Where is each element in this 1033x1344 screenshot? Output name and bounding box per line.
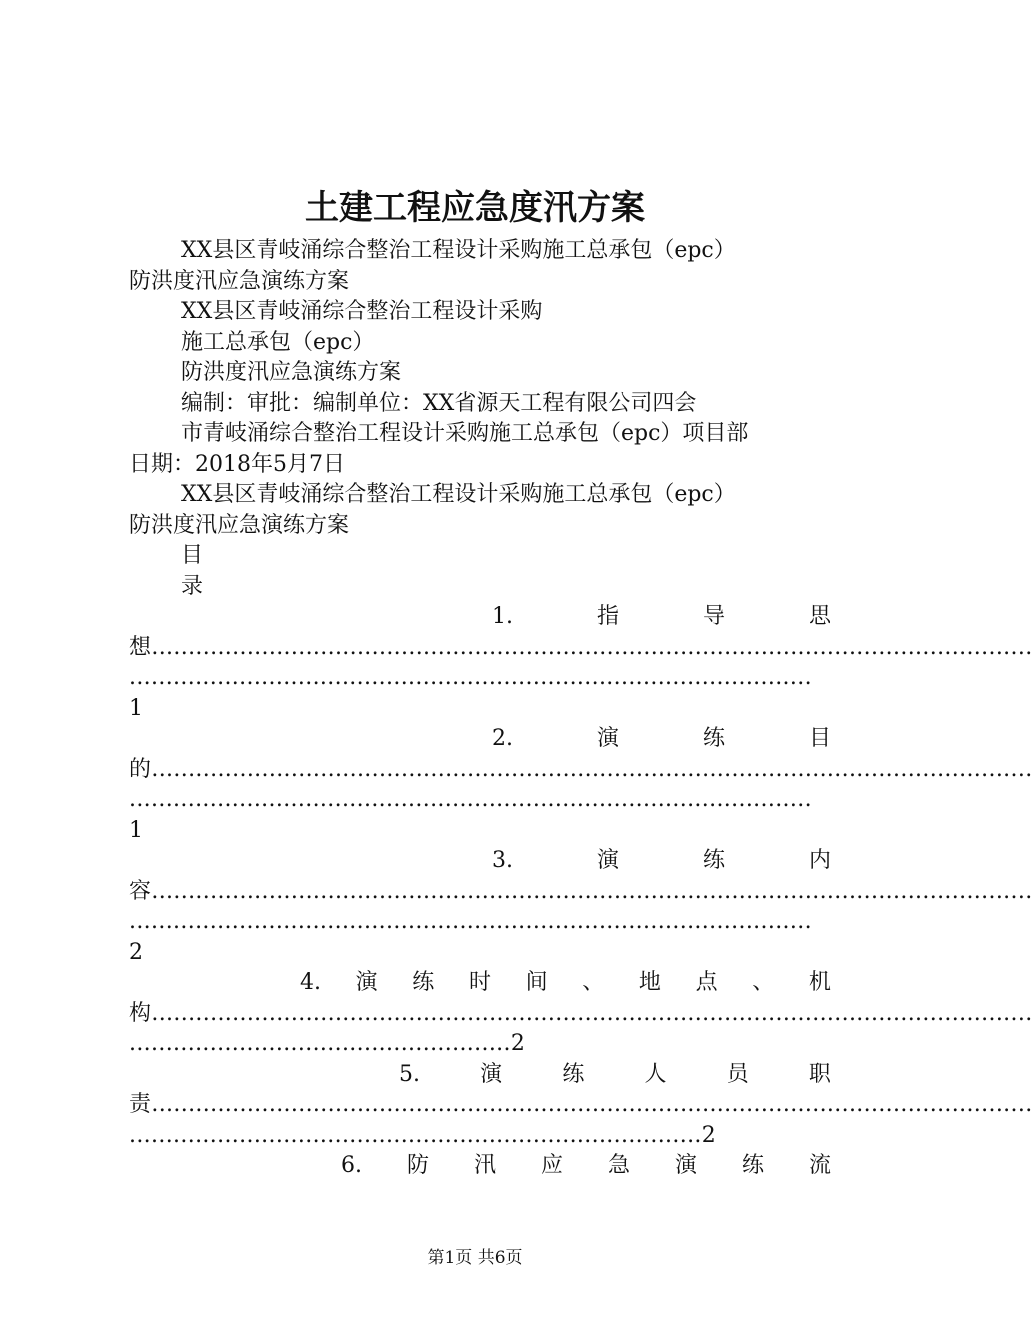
toc-heading-char: 目	[808, 726, 831, 751]
toc-entry-heading	[129, 968, 831, 999]
paragraph: 防洪度汛应急演练方案	[129, 512, 350, 538]
toc-heading-char: 练	[702, 848, 725, 873]
toc-leader-line: 构........................................................................................................................	[129, 1000, 1033, 1026]
paragraph: 日期：2018年5月7日	[129, 451, 345, 477]
toc-heading-char: 练	[741, 1153, 764, 1178]
toc-heading-char: 演	[596, 848, 619, 873]
toc-page-number: 1	[129, 695, 143, 721]
toc-heading-char: 急	[607, 1153, 630, 1178]
toc-heading-char: 3.	[492, 848, 513, 873]
toc-leader-line: .............................................................................................	[129, 665, 812, 690]
paragraph: 录	[181, 573, 204, 599]
toc-entry	[129, 602, 1033, 724]
toc-heading-char: 指	[596, 604, 619, 629]
toc-heading-char: 汛	[473, 1153, 496, 1178]
toc-heading-char: 点	[695, 970, 718, 995]
toc-entry	[129, 724, 1033, 846]
toc-leader-line: .............................................................................................	[129, 787, 812, 812]
paragraph-list	[129, 236, 831, 602]
paragraph: XX县区青岐涌综合整治工程设计采购施工总承包（epc）	[181, 238, 736, 263]
toc-page-line	[129, 694, 831, 725]
toc-heading-char: 思	[808, 604, 831, 629]
toc-heading-char: 人	[644, 1061, 667, 1087]
document-body	[129, 236, 1033, 1182]
toc-heading-char: 练	[562, 1061, 585, 1087]
toc-page-number: 2	[129, 939, 143, 965]
toc-entry-tail: 责	[129, 1092, 152, 1117]
toc-leader-line: ....................................................2	[129, 1031, 526, 1056]
toc-leader-line: ..............................................................................2	[129, 1122, 717, 1148]
toc-entry-heading	[129, 1151, 831, 1182]
toc-leader-line: 责........................................................................................................................	[129, 1092, 1033, 1117]
toc-heading-char: 1.	[492, 604, 513, 629]
toc-heading-char: 演	[480, 1061, 503, 1087]
toc-heading-char: 导	[702, 604, 725, 629]
toc-heading-char: 演	[674, 1153, 697, 1178]
toc-entry-tail: 想	[129, 634, 152, 660]
paragraph: 编制：审批：编制单位：XX省源天工程有限公司四会	[181, 390, 697, 416]
document-title: 土建工程应急度汛方案	[305, 188, 645, 228]
toc-heading-char: 5.	[399, 1061, 420, 1087]
toc-leader-line: 想........................................................................................................................	[129, 634, 1033, 660]
toc-heading-char: 练	[412, 970, 435, 995]
toc-leader-line: 的........................................................................................................................	[129, 756, 1033, 782]
toc-heading-char: 职	[808, 1061, 831, 1087]
toc-heading-char: 地	[638, 970, 661, 995]
toc-heading-char: 、	[582, 970, 605, 995]
toc-heading-char: 时	[468, 970, 491, 995]
toc-entry	[129, 968, 1033, 1060]
toc-heading-char: 6.	[341, 1153, 362, 1178]
paragraph: 市青岐涌综合整治工程设计采购施工总承包（epc）项目部	[181, 421, 749, 446]
toc-leader-line: 容........................................................................................................................	[129, 878, 1033, 904]
toc-heading-char: 间	[525, 970, 548, 995]
paragraph: XX县区青岐涌综合整治工程设计采购	[181, 299, 543, 324]
toc-entry	[129, 1151, 831, 1182]
toc-heading-char: 防	[406, 1153, 429, 1178]
toc-leader-line: .............................................................................................	[129, 909, 812, 934]
toc-heading-char: 练	[702, 726, 725, 751]
toc-page-line	[129, 938, 831, 969]
toc-page-line	[129, 816, 831, 847]
toc-entry-tail: 容	[129, 878, 152, 904]
toc-heading-char: 员	[726, 1061, 749, 1087]
toc-heading-char: 2.	[492, 726, 513, 751]
paragraph: XX县区青岐涌综合整治工程设计采购施工总承包（epc）	[181, 482, 736, 507]
toc-entry-heading	[129, 1060, 831, 1091]
toc-heading-char: 演	[596, 726, 619, 751]
toc-heading-char: 演	[355, 970, 378, 995]
table-of-contents	[129, 602, 1033, 1182]
toc-entry	[129, 846, 1033, 968]
toc-entry	[129, 1060, 1033, 1152]
toc-heading-char: 内	[808, 848, 831, 873]
toc-entry-tail: 的	[129, 756, 152, 782]
toc-entry-tail: 构	[129, 1000, 152, 1026]
paragraph: 防洪度汛应急演练方案	[181, 360, 402, 385]
paragraph: 目	[181, 543, 204, 568]
toc-heading-char: 机	[808, 970, 831, 995]
toc-page-number: 2	[510, 1031, 526, 1056]
page-footer: 第1页 共6页	[427, 1248, 523, 1268]
paragraph: 防洪度汛应急演练方案	[129, 268, 350, 294]
toc-page-number: 2	[701, 1122, 717, 1148]
toc-heading-char: 流	[808, 1153, 831, 1178]
toc-heading-char: 4.	[300, 970, 321, 995]
toc-page-number: 1	[129, 817, 143, 843]
paragraph: 施工总承包（epc）	[181, 329, 375, 355]
toc-heading-char: 应	[540, 1153, 563, 1178]
toc-heading-char: 、	[752, 970, 775, 995]
toc-entry-heading	[129, 724, 831, 755]
toc-entry-heading	[129, 602, 831, 633]
toc-entry-heading	[129, 846, 831, 877]
